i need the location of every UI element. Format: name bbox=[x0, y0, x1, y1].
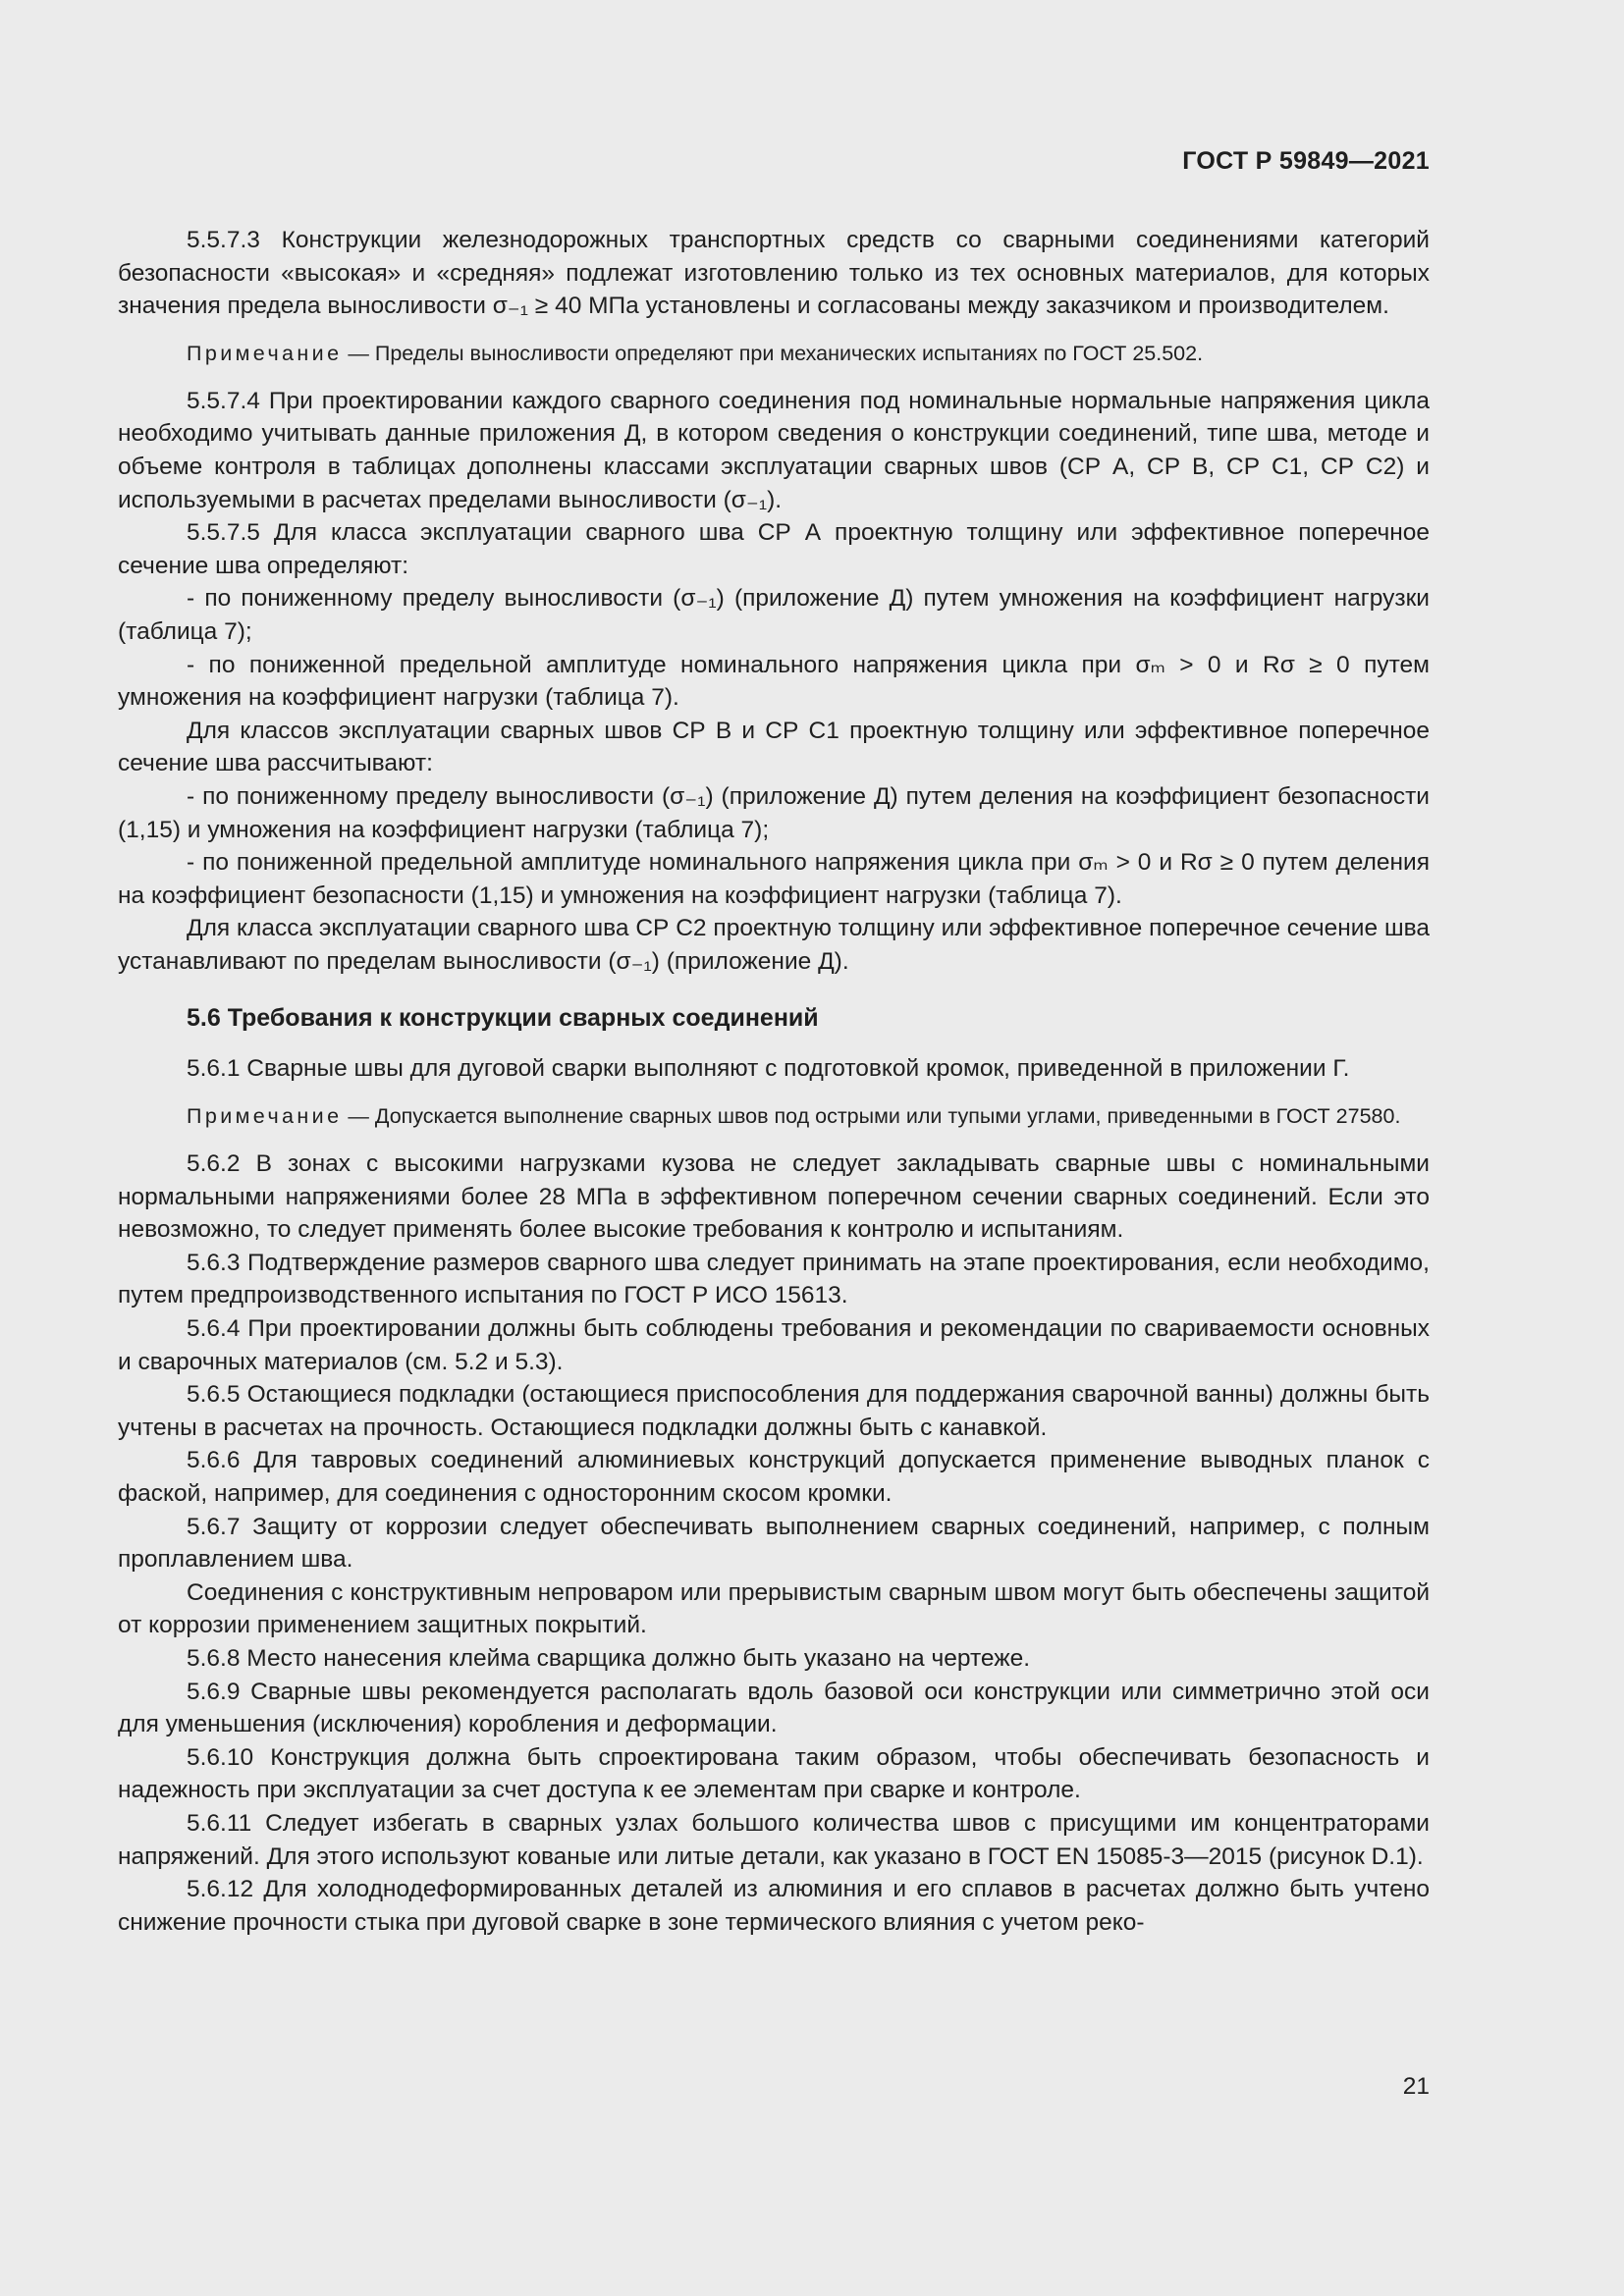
clause-5-5-7-5-item-e: - по пониженной предельной амплитуде номинального напряжения цикла при σₘ > 0 и Rσ ≥ 0 путем деления на коэффициент безопасности (1,15) и умножения на коэффициент нагрузки (таблица 7). bbox=[118, 849, 1430, 909]
clause-5-6-4: 5.6.4 При проектировании должны быть соблюдены требования и рекомендации по свариваемости основных и сварочных материалов (см. 5.2 и 5.3). bbox=[118, 1315, 1430, 1375]
clause-5-5-7-5-para-c: Для классов эксплуатации сварных швов СР В и СР С1 проектную толщину или эффективное поперечное сечение шва рассчитывают: bbox=[118, 717, 1430, 777]
note-text: — Пределы выносливости определяют при механических испытаниях по ГОСТ 25.502. bbox=[342, 341, 1204, 365]
note-text: — Допускается выполнение сварных швов под острыми или тупыми углами, приведенными в ГОСТ 27580. bbox=[342, 1104, 1401, 1129]
clause-5-5-7-5-item-a: - по пониженному пределу выносливости (σ₋₁) (приложение Д) путем умножения на коэффициент нагрузки (таблица 7); bbox=[118, 585, 1430, 645]
clause-5-6-5: 5.6.5 Остающиеся подкладки (остающиеся приспособления для поддержания сварочной ванны) должны быть учтены в расчетах на прочность. Остающиеся подкладки должны быть с канавкой. bbox=[118, 1381, 1430, 1441]
page-number: 21 bbox=[1402, 2073, 1430, 2100]
clause-5-6-9: 5.6.9 Сварные швы рекомендуется располагать вдоль базовой оси конструкции или симметрично этой оси для уменьшения (исключения) коробления и деформации. bbox=[118, 1678, 1430, 1738]
note-clause-5-5-7-3 bbox=[118, 339, 1430, 369]
document-id-header: ГОСТ Р 59849—2021 bbox=[1182, 147, 1430, 175]
clause-5-6-6: 5.6.6 Для тавровых соединений алюминиевых конструкций допускается применение выводных планок с фаской, например, для соединения с односторонним скосом кромки. bbox=[118, 1447, 1430, 1507]
note-clause-5-6-1 bbox=[118, 1101, 1430, 1132]
clause-5-5-7-5-para-f: Для класса эксплуатации сварного шва СР С2 проектную толщину или эффективное поперечное сечение шва устанавливают по пределам выносливости (σ₋₁) (приложение Д). bbox=[118, 915, 1430, 975]
clause-5-5-7-4: 5.5.7.4 При проектировании каждого сварного соединения под номинальные нормальные напряжения цикла необходимо учитывать данные приложения Д, в котором сведения о конструкции соединений, типе шва, методе и объеме контроля в таблицах дополнены классами эксплуатации сварных швов (СР А, СР В, СР С1, СР С2) и используемыми в расчетах пределами выносливости (σ₋₁). bbox=[118, 387, 1430, 513]
document-body bbox=[118, 224, 1430, 1939]
clause-5-6-7: 5.6.7 Защиту от коррозии следует обеспечивать выполнением сварных соединений, например, с полным проплавлением шва. bbox=[118, 1513, 1430, 1574]
clause-5-6-1: 5.6.1 Сварные швы для дуговой сварки выполняют с подготовкой кромок, приведенной в приложении Г. bbox=[187, 1055, 1350, 1083]
note-label: Примечание bbox=[187, 341, 343, 365]
section-5-6-heading: 5.6 Требования к конструкции сварных соединений bbox=[187, 1004, 819, 1033]
clause-5-6-11: 5.6.11 Следует избегать в сварных узлах большого количества швов с присущими им концентраторами напряжений. Для этого используют кованые или литые детали, как указано в ГОСТ EN 15085-3—2015 (рисунок D.1). bbox=[118, 1809, 1430, 1870]
clause-5-5-7-5-item-d: - по пониженному пределу выносливости (σ₋₁) (приложение Д) путем деления на коэффициент безопасности (1,15) и умножения на коэффициент нагрузки (таблица 7); bbox=[118, 782, 1430, 843]
clause-5-5-7-5-item-b: - по пониженной предельной амплитуде номинального напряжения цикла при σₘ > 0 и Rσ ≥ 0 путем умножения на коэффициент нагрузки (таблица 7). bbox=[118, 651, 1430, 712]
clause-5-6-8: 5.6.8 Место нанесения клейма сварщика должно быть указано на чертеже. bbox=[187, 1644, 1031, 1672]
clause-5-6-12: 5.6.12 Для холоднодеформированных деталей из алюминия и его сплавов в расчетах должно быть учтено снижение прочности стыка при дуговой сварке в зоне термического влияния с учетом реко- bbox=[118, 1876, 1430, 1936]
clause-5-6-2: 5.6.2 В зонах с высокими нагрузками кузова не следует закладывать сварные швы с номинальными нормальными напряжениями более 28 МПа в эффективном поперечном сечении сварных соединений. Если это невозможно, то следует применять более высокие требования к контролю и испытаниям. bbox=[118, 1150, 1430, 1244]
clause-5-5-7-5: 5.5.7.5 Для класса эксплуатации сварного шва СР А проектную толщину или эффективное поперечное сечение шва определяют: bbox=[118, 519, 1430, 579]
clause-5-5-7-3: 5.5.7.3 Конструкции железнодорожных транспортных средств со сварными соединениями категорий безопасности «высокая» и «средняя» подлежат изготовлению только из тех основных материалов, для которых значения предела выносливости σ₋₁ ≥ 40 МПа установлены и согласованы между заказчиком и производителем. bbox=[118, 227, 1430, 320]
clause-5-6-10: 5.6.10 Конструкция должна быть спроектирована таким образом, чтобы обеспечивать безопасность и надежность при эксплуатации за счет доступа к ее элементам при сварке и контроле. bbox=[118, 1743, 1430, 1804]
clause-5-6-7-para-b: Соединения с конструктивным непроваром или прерывистым сварным швом могут быть обеспечены защитой от коррозии применением защитных покрытий. bbox=[118, 1578, 1430, 1639]
clause-5-6-3: 5.6.3 Подтверждение размеров сварного шва следует принимать на этапе проектирования, если необходимо, путем предпроизводственного испытания по ГОСТ Р ИСО 15613. bbox=[118, 1249, 1430, 1309]
note-label: Примечание bbox=[187, 1104, 343, 1129]
